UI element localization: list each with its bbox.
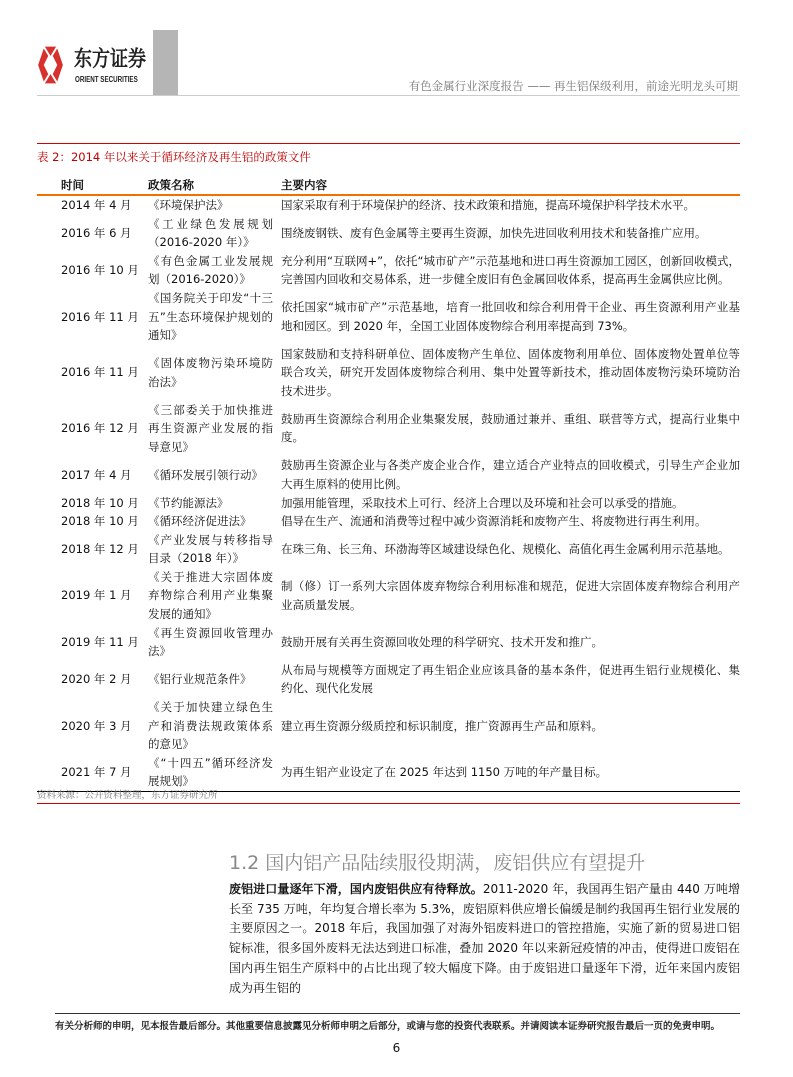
cell-policy-name: 《国务院关于印发“十三五”生态环境保护规划的通知》: [148, 290, 273, 343]
cell-content: 依托国家“城市矿产”示范基地，培育一批回收和综合利用骨干企业、再生资源利用产业基地和园区。到 2020 年，全国工业固体废物综合利用率提高到 73%。: [281, 300, 740, 333]
table-row: [37, 401, 740, 457]
cell-date: 2017 年 4 月: [61, 467, 132, 482]
cell-date: 2018 年 12 月: [61, 541, 139, 556]
cell-date: 2021 年 7 月: [37, 754, 142, 792]
cell-policy-name: 《循环经济促进法》: [148, 514, 252, 529]
table-row: [37, 661, 740, 698]
report-subtitle: 有色金属行业深度报告 —— 再生铝保级利用，前途光明龙头可期: [408, 79, 738, 93]
cell-date: 2016 年 11 月: [61, 365, 139, 380]
cell-date: 2016 年 10 月: [61, 263, 139, 278]
cell-policy-name: 《固体废物污染环境防治法》: [148, 356, 273, 389]
cell-policy-name: 《有色金属工业发展规划（2016-2020）》: [148, 253, 273, 287]
table-row: [37, 624, 740, 661]
table-row: [37, 512, 740, 531]
cell-date: 2020 年 3 月: [61, 718, 132, 733]
section-paragraph: [229, 880, 740, 998]
orient-securities-logo-icon: [37, 43, 64, 87]
header-gray-bar: [153, 30, 178, 95]
table-row: [37, 345, 740, 401]
cell-date: 2014 年 4 月: [61, 198, 132, 212]
table-row: [37, 215, 740, 252]
cell-content: 鼓励再生资源综合利用企业集聚发展，鼓励通过兼并、重组、联营等方式，提高行业集中度。: [281, 411, 740, 445]
cell-policy-name: 《关于加快建立绿色生产和消费法规政策体系的意见》: [148, 700, 273, 752]
cell-content: 国家鼓励和支持科研单位、固体废物产生单位、固体废物利用单位、固体废物处置单位等联合攻关，研究开发固体废物综合利用、集中处置等新技术，推动固体废物污染环境防治技术进步。: [281, 346, 740, 398]
cell-policy-name: 《关于推进大宗固体废弃物综合利用产业集聚发展的通知》: [148, 569, 273, 622]
cell-date: 2016 年 11 月: [61, 309, 139, 324]
table-title: 表 2：2014 年以来关于循环经济及再生铝的政策文件: [37, 150, 311, 164]
cell-policy-name: 《产业发展与转移指导目录（2018 年）》: [148, 532, 273, 566]
cell-content: 围绕废钢铁、废有色金属等主要再生资源，加快先进回收利用技术和装备推广应用。: [281, 225, 707, 240]
logo-chinese-name: 东方证券: [74, 47, 146, 73]
table-row: [37, 456, 740, 493]
cell-content: 加强用能管理，采取技术上可行、经济上合理以及环境和社会可以承受的措施。: [281, 495, 684, 510]
cell-content: 在珠三角、长三角、环渤海等区域建设绿色化、规模化、高值化再生金属利用示范基地。: [281, 541, 730, 556]
cell-content: 倡导在生产、流通和消费等过程中减少资源消耗和废物产生、将废物进行再生利用。: [281, 514, 707, 529]
page-number: 6: [392, 1041, 401, 1055]
cell-content: 鼓励开展有关再生资源回收处理的科学研究、技术开发和推广。: [281, 634, 603, 649]
header-divider: [37, 95, 740, 96]
table-header-row: [37, 176, 740, 195]
logo-english-name: ORIENT SECURITIES: [75, 75, 138, 84]
cell-policy-name: 《循环发展引领行动》: [148, 467, 263, 482]
cell-policy-name: 《“十四五”循环经济发展规划》: [142, 754, 273, 792]
section-heading: 1.2 国内铝产品陆续服役期满，废铝供应有望提升: [229, 852, 646, 874]
cell-date: 2019 年 1 月: [61, 588, 132, 603]
table-row: [37, 195, 740, 215]
table-bottom-rule: [37, 803, 740, 804]
cell-content: 建立再生资源分级质控和标识制度，推广资源再生产品和原料。: [281, 718, 603, 733]
table-source: 资料来源：公开资料整理，东方证券研究所: [37, 790, 218, 801]
cell-date: 2018 年 10 月: [61, 495, 139, 510]
header-main-content: 主要内容: [273, 176, 740, 195]
cell-policy-name: 《工业绿色发展规划（2016-2020 年）》: [148, 216, 273, 250]
cell-content: 鼓励再生资源企业与各类产废企业合作，建立适合产业特点的回收模式，引导生产企业加大再生原料的使用比例。: [281, 458, 740, 491]
cell-content: 制（修）订一系列大宗固体废弃物综合利用标准和规范，促进大宗固体废弃物综合利用产业高质量发展。: [281, 579, 740, 612]
footer-divider: [55, 1013, 740, 1014]
policy-table: [37, 176, 740, 792]
header-time: 时间: [37, 176, 142, 195]
cell-policy-name: 《节约能源法》: [148, 495, 229, 510]
cell-policy-name: 《环境保护法》: [148, 198, 229, 212]
table-row: [37, 568, 740, 624]
cell-content: 为再生铝产业设定了在 2025 年达到 1150 万吨的年产量目标。: [273, 754, 740, 792]
cell-date: 2016 年 12 月: [61, 421, 139, 436]
cell-content: 国家采取有利于环境保护的经济、技术政策和措施，提高环境保护科学技术水平。: [281, 198, 695, 212]
paragraph-lead: 废铝进口量逐年下滑，国内废铝供应有待释放。: [229, 882, 483, 896]
header-policy-name: 政策名称: [142, 176, 273, 195]
cell-policy-name: 《铝行业规范条件》: [148, 672, 252, 687]
cell-content: 从布局与规模等方面规定了再生铝企业应该具备的基本条件，促进再生铝行业规模化、集约化、现代化发展: [281, 662, 740, 696]
cell-policy-name: 《再生资源回收管理办法》: [148, 625, 273, 659]
table-row: [37, 754, 740, 792]
cell-date: 2016 年 6 月: [61, 225, 132, 240]
footer-disclaimer: 有关分析师的申明，见本报告最后部分。其他重要信息披露见分析师申明之后部分，或请与您的投资代表联系。并请阅读本证券研究报告最后一页的免责申明。: [55, 1021, 721, 1032]
cell-content: 充分利用“互联网+”，依托“城市矿产”示范基地和进口再生资源加工园区，创新回收模式，完善国内回收和交易体系，进一步健全废旧有色金属回收体系，提高再生金属供应比例。: [281, 253, 740, 287]
table-row: [37, 252, 740, 289]
table-row: [37, 289, 740, 345]
cell-date: 2019 年 11 月: [61, 634, 139, 649]
table-row: [37, 494, 740, 513]
table-top-rule: [37, 143, 740, 144]
table-row: [37, 698, 740, 754]
table-row: [37, 531, 740, 568]
cell-date: 2020 年 2 月: [61, 672, 132, 687]
cell-date: 2018 年 10 月: [61, 514, 139, 529]
cell-policy-name: 《三部委关于加快推进再生资源产业发展的指导意见》: [148, 402, 273, 454]
paragraph-body: 2011-2020 年，我国再生铝产量由 440 万吨增长至 735 万吨，年均复合增长率为 5.3%，废铝原料供应增长偏缓是制约我国再生铝行业发展的主要原因之一。2018 年后，我国加强了对海外铝废料进口的管控措施，实施了新的贸易进口铝锭标准，很多国外废料无法达到进口标准，叠加 2020 年以来新冠疫情的冲击，使得进口废铝在国内再生铝生产原料中的占比出现了较大幅度下降。由于废铝进口量逐年下滑，近年来国内废铝成为再生铝的: [229, 882, 740, 995]
